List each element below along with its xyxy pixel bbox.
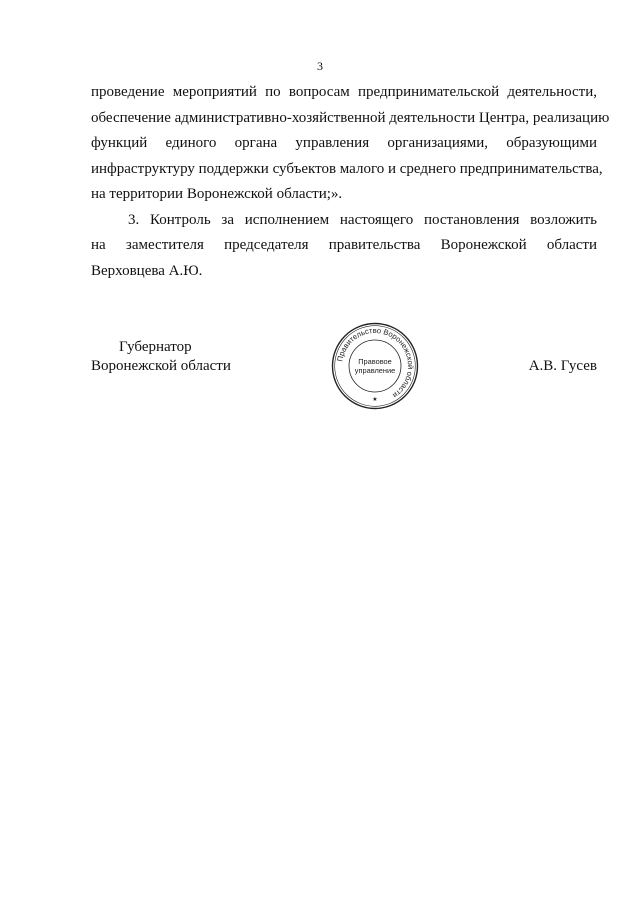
body-line-6: 3. Контроль за исполнением настоящего постановления возложить [128, 211, 597, 228]
body-line-4: инфраструктуру поддержки субъектов малого и среднего предпринимательства, [91, 160, 603, 177]
body-line-7: на заместителя председателя правительства Воронежской области [91, 237, 597, 253]
seal-center-line-1: Правовое [358, 357, 392, 366]
signatory-title [91, 338, 231, 376]
official-seal-stamp [331, 322, 419, 410]
body-line-2: обеспечение административно-хозяйственной деятельности Центра, реализацию [91, 109, 610, 126]
seal-ring-text: Правительство Воронежской области [335, 325, 416, 400]
signatory-name: А.В. Гусев [528, 358, 597, 374]
page-number: 3 [317, 59, 323, 73]
body-line-1: проведение мероприятий по вопросам предпринимательской деятельности, [91, 84, 597, 100]
seal-center-line-2: управление [354, 366, 396, 375]
body-text [91, 80, 610, 284]
signatory-title-line-2: Воронежской области [91, 358, 231, 374]
body-line-5: на территории Воронежской области;». [91, 186, 343, 202]
signatory-title-line-1: Губернатор [119, 339, 192, 355]
seal-star-icon: ★ [372, 396, 378, 403]
body-line-8: Верховцева А.Ю. [91, 262, 203, 279]
body-line-3: функций единого органа управления организациями, образующими [91, 135, 597, 151]
